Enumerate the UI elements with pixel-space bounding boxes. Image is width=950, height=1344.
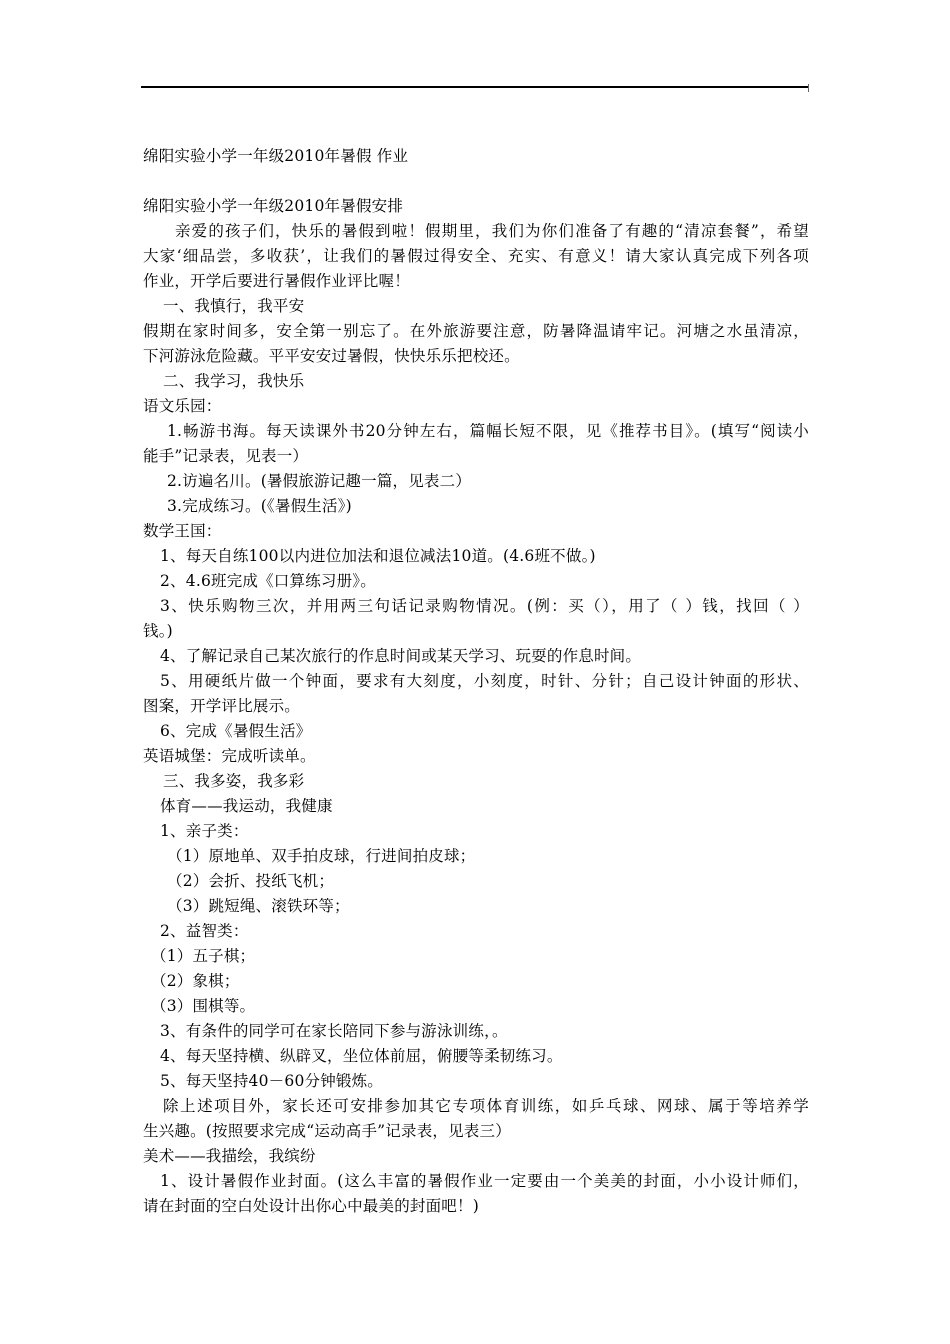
- header-title: 绵阳实验小学一年级2010年暑假 作业: [143, 147, 409, 165]
- doc-title: 绵阳实验小学一年级2010年暑假安排: [143, 197, 404, 215]
- math-heading: 数学王国：: [143, 522, 222, 540]
- header-rule-tick: [808, 84, 809, 92]
- intro-line-2: 大家‘细品尝，多收获’，让我们的暑假过得安全、充实、有意义！请大家认真完成下列各项: [143, 247, 809, 265]
- art-item-1-cont: 请在封面的空白处设计出你心中最美的封面吧！): [143, 1197, 479, 1215]
- math-item-5-cont: 图案，开学评比展示。: [143, 697, 301, 715]
- chinese-item-1: 1.畅游书海。每天读课外书20分钟左右，篇幅长短不限，见《推荐书目》。(填写“阅读小: [167, 422, 809, 440]
- header-rule: [141, 86, 809, 88]
- chinese-heading: 语文乐园：: [143, 397, 222, 415]
- math-item-1: 1、每天自练100以内进位加法和退位减法10道。(4.6班不做。): [160, 547, 596, 565]
- intro-line-3: 作业，开学后要进行暑假作业评比喔！: [143, 272, 410, 290]
- pe-item-1-sub-1: （1）原地单、双手拍皮球，行进间拍皮球；: [167, 847, 476, 865]
- section-heading-2: 二、我学习，我快乐: [163, 372, 305, 390]
- math-item-6: 6、完成《暑假生活》: [160, 722, 312, 740]
- pe-item-4: 4、每天坚持横、纵辟叉，坐位体前屈，俯腰等柔韧练习。: [160, 1047, 563, 1065]
- intro-line-1: 亲爱的孩子们，快乐的暑假到啦！假期里，我们为你们准备了有趣的“清凉套餐”，希望: [175, 222, 809, 240]
- pe-item-1: 1、亲子类：: [160, 822, 249, 840]
- pe-item-3: 3、有条件的同学可在家长陪同下参与游泳训练，。: [160, 1022, 508, 1040]
- pe-heading: 体育——我运动，我健康: [160, 797, 333, 815]
- section-heading-3: 三、我多姿，我多彩: [163, 772, 305, 790]
- pe-item-1-sub-2: （2）会折、投纸飞机；: [167, 872, 335, 890]
- safety-line-2: 下河游泳危险藏。平平安安过暑假，快快乐乐把校还。: [143, 347, 520, 365]
- pe-item-5: 5、每天坚持40－60分钟锻炼。: [160, 1072, 384, 1090]
- english-line: 英语城堡：完成听读单。: [143, 747, 316, 765]
- math-item-3-cont: 钱。): [143, 622, 173, 640]
- pe-item-2-sub-1: （1）五子棋；: [151, 947, 256, 965]
- math-item-3: 3、快乐购物三次，并用两三句话记录购物情况。(例：买（），用了（ ）钱，找回（ ）: [160, 597, 809, 615]
- art-item-1: 1、设计暑假作业封面。(这么丰富的暑假作业一定要由一个美美的封面，小小设计师们，: [160, 1172, 809, 1190]
- pe-item-2-sub-2: （2）象棋；: [151, 972, 240, 990]
- safety-line-1: 假期在家时间多，安全第一别忘了。在外旅游要注意，防暑降温请牢记。河塘之水虽清凉，: [143, 322, 809, 340]
- chinese-item-3: 3.完成练习。(《暑假生活》): [167, 497, 352, 515]
- pe-note: 除上述项目外，家长还可安排参加其它专项体育训练，如乒乓球、网球、属于等培养学: [163, 1097, 809, 1115]
- pe-item-1-sub-3: （3）跳短绳、滚铁环等；: [167, 897, 350, 915]
- math-item-5: 5、用硬纸片做一个钟面，要求有大刻度，小刻度，时针、分针；自己设计钟面的形状、: [160, 672, 809, 690]
- section-heading-1: 一、我慎行，我平安: [163, 297, 305, 315]
- chinese-item-1-cont: 能手”记录表，见表一）: [143, 447, 309, 465]
- pe-note-cont: 生兴趣。(按照要求完成“运动高手”记录表，见表三）: [143, 1122, 511, 1140]
- math-item-4: 4、了解记录自己某次旅行的作息时间或某天学习、玩耍的作息时间。: [160, 647, 642, 665]
- art-heading: 美术——我描绘，我缤纷: [143, 1147, 316, 1165]
- math-item-2: 2、4.6班完成《口算练习册》。: [160, 572, 376, 590]
- pe-item-2-sub-3: （3）围棋等。: [151, 997, 256, 1015]
- pe-item-2: 2、益智类：: [160, 922, 249, 940]
- chinese-item-2: 2.访遍名川。(暑假旅游记趣一篇，见表二）: [167, 472, 472, 490]
